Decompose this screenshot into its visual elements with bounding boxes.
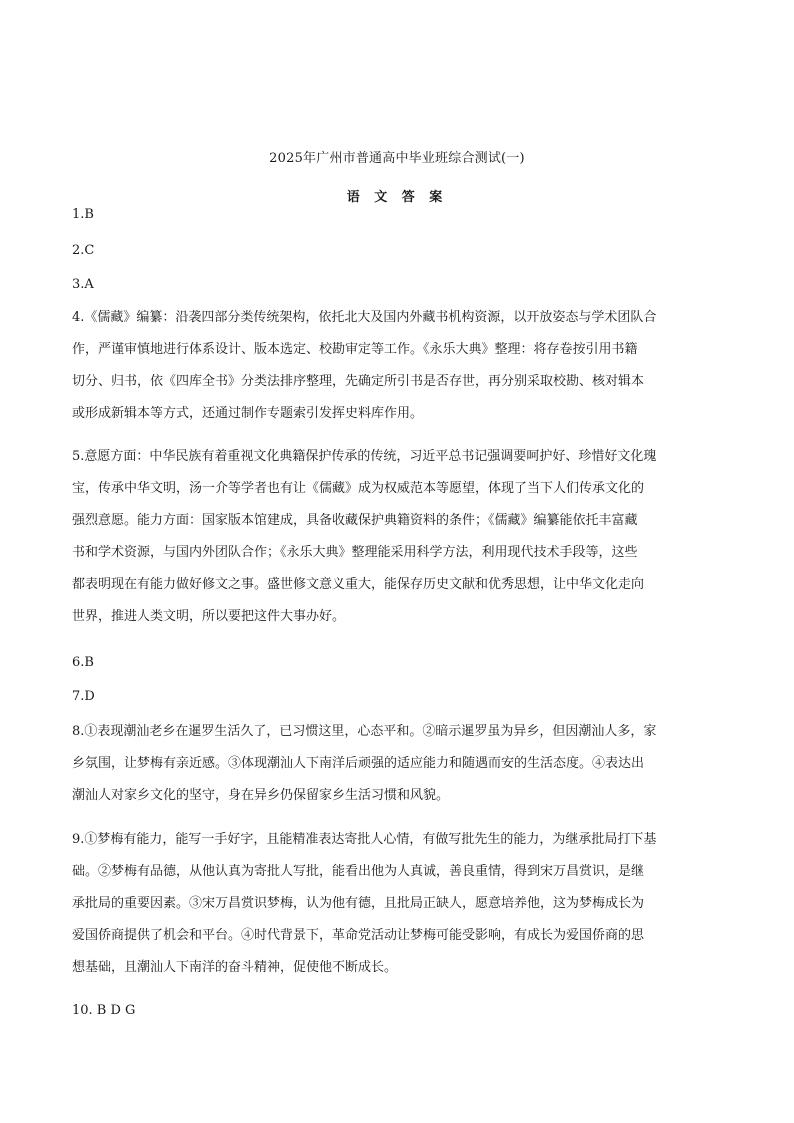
answer-5	[72, 441, 753, 633]
answer-4-line: 4.《儒藏》编纂：沿袭四部分类传统架构，依托北大及国内外藏书机构资源，以开放姿态与学术团队合	[72, 310, 657, 325]
answer-10: 10. B D G	[72, 1003, 136, 1018]
answer-5-line: 都表明现在有能力做好修文之事。盛世修文意义重大，能保存历史文献和优秀思想，让中华文化走向	[72, 577, 645, 592]
answer-7: 7.D	[72, 689, 95, 704]
answer-1: 1.B	[72, 207, 94, 222]
answer-9-line: 9.①梦梅有能力，能写一手好字，且能精准表达寄批人心情，有做写批先生的能力，为继承批局打下基	[72, 832, 657, 847]
answer-8-line: 8.①表现潮汕老乡在暹罗生活久了，已习惯这里，心态平和。②暗示暹罗虽为异乡，但因潮汕人多，家	[72, 724, 657, 739]
exam-title: 2025年广州市普通高中毕业班综合测试(一)	[269, 151, 525, 166]
answer-4-line: 作，严谨审慎地进行体系设计、版本选定、校勘审定等工作。《永乐大典》整理：将存卷按引用书籍	[72, 342, 638, 357]
answer-4	[72, 302, 753, 430]
answer-key-heading: 语 文 答 案	[346, 190, 448, 205]
answer-8	[72, 716, 753, 812]
answer-3: 3.A	[72, 277, 94, 292]
answer-8-line: 乡氛围，让梦梅有亲近感。③体现潮汕人下南洋后顽强的适应能力和随遇而安的生活态度。④表达出	[72, 756, 645, 771]
answer-9	[72, 824, 753, 984]
answer-4-line: 切分、归书，依《四库全书》分类法排序整理，先确定所引书是否存世，再分别采取校勘、核对辑本	[72, 374, 645, 389]
answer-5-line: 强烈意愿。能力方面：国家版本馆建成，具备收藏保护典籍资料的条件；《儒藏》编纂能依托丰富藏	[72, 513, 638, 528]
answer-2: 2.C	[72, 243, 95, 258]
answer-9-line: 础。②梦梅有品德，从他认真为寄批人写批，能看出他为人真诚，善良重情，得到宋万昌赏识，是继	[72, 864, 645, 879]
answer-5-line: 书和学术资源，与国内外团队合作；《永乐大典》整理能采用科学方法，利用现代技术手段等，这些	[72, 545, 638, 560]
answer-6: 6.B	[72, 655, 94, 670]
answer-4-line: 或形成新辑本等方式，还通过制作专题索引发挥史料库作用。	[72, 406, 424, 421]
answer-5-line: 宝，传承中华文明，汤一介等学者也有让《儒藏》成为权威范本等愿望，体现了当下人们传承文化的	[72, 481, 645, 496]
answer-9-line: 爱国侨商提供了机会和平台。④时代背景下，革命党活动让梦梅可能受影响，有成长为爱国侨商的思	[72, 928, 645, 943]
answer-5-line: 世界，推进人类文明，所以要把这件大事办好。	[72, 609, 346, 624]
answer-8-line: 潮汕人对家乡文化的坚守，身在异乡仍保留家乡生活习惯和风貌。	[72, 788, 450, 803]
answer-9-line: 想基础，且潮汕人下南洋的奋斗精神，促使他不断成长。	[72, 960, 398, 975]
answer-5-line: 5.意愿方面：中华民族有着重视文化典籍保护传承的传统，习近平总书记强调要呵护好、珍惜好文化瑰	[72, 449, 657, 464]
answer-9-line: 承批局的重要因素。③宋万昌赏识梦梅，认为他有德，且批局正缺人，愿意培养他，这为梦梅成长为	[72, 896, 645, 911]
